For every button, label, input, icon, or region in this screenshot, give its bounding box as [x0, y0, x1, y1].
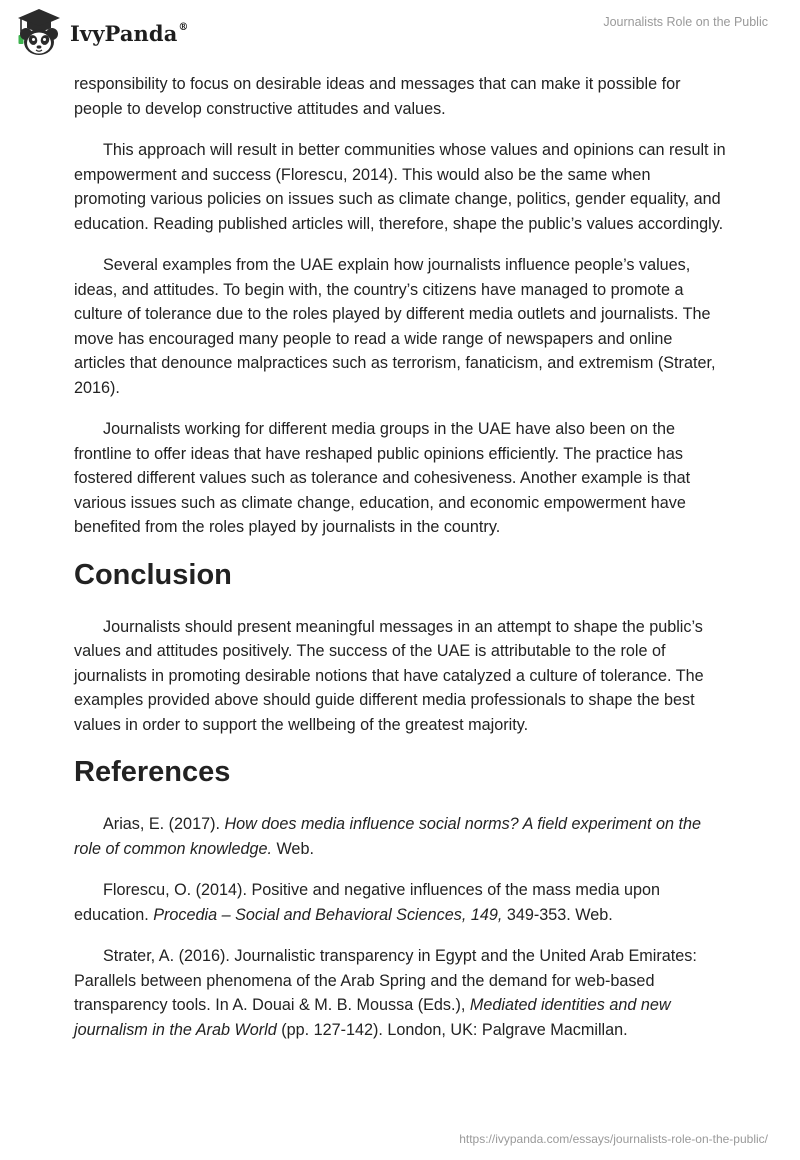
reference-item: Arias, E. (2017). How does media influence social norms? A field experiment on the role of common knowledge. Web. [74, 815, 702, 858]
document-title: Journalists Role on the Public [603, 15, 768, 29]
page-header [0, 0, 800, 70]
reference-item: Strater, A. (2016). Journalistic transparency in Egypt and the United Arab Emirates: Parallels between phenomena of the Arab Spring and the demand for web-based transparency tools. In A. Douai & M. B. Moussa (Eds.), Mediated identities and new journalism in the Arab World (pp. 127-142). London, UK: Palgrave Macmillan. [74, 947, 697, 1039]
page-url[interactable]: https://ivypanda.com/essays/journalists-role-on-the-public/ [459, 1132, 768, 1146]
paragraph-intro-continued: responsibility to focus on desirable ideas and messages that can make it possible for people to develop constructive attitudes and values. [74, 75, 681, 118]
paragraph-uae-examples: Several examples from the UAE explain how journalists influence people’s values, ideas, and attitudes. To begin with, the country’s citizens have managed to promote a culture of tolerance due to the roles played by different media outlets and journalists. The move has encouraged many people to read a wide range of newspapers and online articles that denounce malpractices such as terrorism, fanaticism, and extremism (Strater, 2016). [74, 256, 716, 397]
registered-mark: ® [178, 21, 189, 33]
reference-item: Florescu, O. (2014). Positive and negative influences of the mass media upon education. Procedia – Social and Behavioral Sciences, 149, 349-353. Web. [74, 881, 660, 924]
conclusion-heading: Conclusion [74, 558, 232, 591]
paragraph-conclusion: Journalists should present meaningful messages in an attempt to shape the public’s values and attitudes positively. The success of the UAE is attributable to the role of journalists in promoting desirable notions that have catalyzed a culture of tolerance. The examples provided above should guide different media professionals to shape the best values in order to support the wellbeing of the greatest majority. [74, 617, 704, 734]
paragraph-media-groups: Journalists working for different media groups in the UAE have also been on the frontline to offer ideas that have reshaped public opinions efficiently. The practice has fostered different values such as tolerance and cohesiveness. Another example is that various issues such as climate change, education, and economic empowerment have benefited from the roles played by journalists in the country. [74, 420, 691, 536]
essay-content [74, 72, 726, 1059]
references-heading: References [74, 756, 231, 788]
panda-graduate-icon [14, 6, 64, 58]
paragraph-approach: This approach will result in better communities whose values and opinions can result in empowerment and success (Florescu, 2014). This would also be the same when promoting various policies on issues such as climate change, politics, gender equality, and education. Reading published articles will, therefore, shape the public’s values accordingly. [74, 141, 726, 233]
brand-name: IvyPanda® [70, 20, 189, 46]
ivypanda-logo[interactable] [14, 6, 189, 58]
